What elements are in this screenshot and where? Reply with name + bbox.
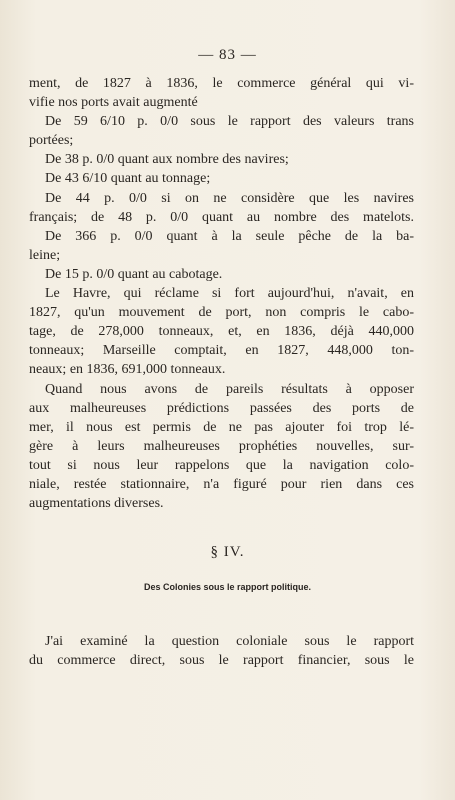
text-line: français; de 48 p. 0/0 quant au nombre des matelots. (29, 209, 414, 225)
text-line: De 44 p. 0/0 si on ne considère que les navires (45, 190, 414, 206)
section-text (29, 632, 414, 670)
text-line: Quand nous avons de pareils résultats à opposer (45, 381, 414, 397)
text-line: Le Havre, qui réclame si fort aujourd'hui, n'avait, en (45, 286, 414, 302)
text-line: De 59 6/10 p. 0/0 sous le rapport des valeurs trans (45, 114, 414, 130)
text-line: neaux; en 1836, 691,000 tonneaux. (29, 362, 226, 378)
text-line: du commerce direct, sous le rapport financier, sous le (29, 653, 414, 669)
text-line: niale, restée stationnaire, n'a figuré pour rien dans ces (29, 476, 414, 492)
text-line: vifie nos ports avait augmenté (29, 95, 198, 111)
text-line: De 38 p. 0/0 quant aux nombre des navires; (45, 152, 289, 168)
text-line: gère à leurs malheureuses prophéties nouvelles, sur- (29, 438, 414, 454)
page-number: — 83 — (198, 47, 257, 63)
text-line: aux malheureuses prédictions passées des ports de (29, 400, 414, 416)
text-line: De 15 p. 0/0 quant au cabotage. (45, 266, 223, 282)
section-heading: § IV. (210, 544, 245, 560)
text-line: ment, de 1827 à 1836, le commerce général qui vi- (29, 76, 414, 91)
main-text (29, 74, 414, 513)
text-line: 1827, qu'un mouvement de port, non compris le cabo- (29, 305, 414, 321)
section-subtitle: Des Colonies sous le rapport politique. (143, 582, 312, 592)
text-line: mer, il nous est permis de ne pas ajouter foi trop lé- (29, 419, 414, 435)
text-line: tage, de 278,000 tonneaux, et, en 1836, déjà 440,000 (29, 324, 414, 340)
text-line: tonneaux; Marseille comptait, en 1827, 448,000 ton- (29, 343, 414, 359)
text-line: tout si nous leur rappelons que la navigation colo- (29, 457, 414, 473)
text-line: De 366 p. 0/0 quant à la seule pêche de la ba- (45, 228, 414, 244)
text-line: augmentations diverses. (29, 496, 164, 512)
text-line: De 43 6/10 quant au tonnage; (45, 171, 211, 187)
text-line: J'ai examiné la question coloniale sous le rapport (45, 634, 414, 649)
text-line: leine; (29, 247, 61, 263)
text-line: portées; (29, 133, 74, 149)
